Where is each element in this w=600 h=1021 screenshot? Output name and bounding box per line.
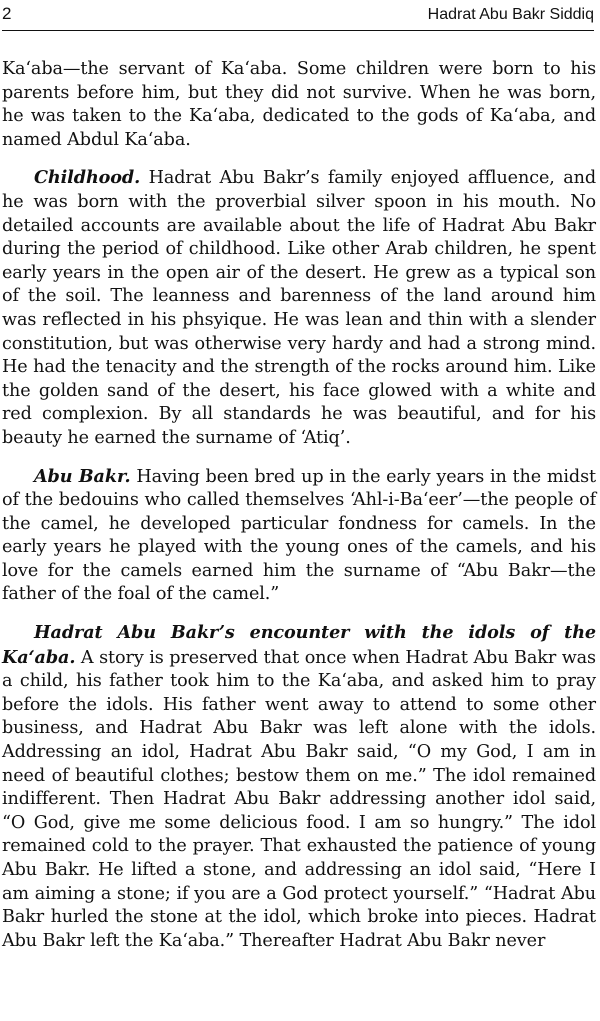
paragraph-childhood (2, 166, 596, 450)
section-heading-idols-encounter: Hadrat Abu Bakr’s encounter with the idols of the Ka‘aba. (2, 622, 596, 668)
paragraph-abu-bakr (2, 465, 596, 608)
section-heading-childhood: Childhood. (34, 167, 141, 189)
section-heading-abu-bakr: Abu Bakr. (34, 465, 131, 487)
paragraph-text: Having been bred up in the early years in the midst of the bedouins who called themselves ‘Ahl-i-Ba‘eer’—the people of the camel, he developed particular fondness for camels. In the early years he played with the young ones of the camels, and his love for the camels earned him the surname of “Abu Bakr—the father of the foal of the camel.” (2, 466, 596, 605)
paragraph-text: Hadrat Abu Bakr’s family enjoyed affluence, and he was born with the proverbial silver spoon in his mouth. No detailed accounts are available about the life of Hadrat Abu Bakr during the period of childhood. Like other Arab children, he spent early years in the open air of the desert. He grew as a typical son of the soil. The leanness and barenness of the land around him was reflected in his phsyique. He was lean and thin with a slender constitution, but was otherwise very hardy and had a strong mind. He had the tenacity and the strength of the rocks around him. Like the golden sand of the desert, his face glowed with a white and red complexion. By all standards he was beautiful, and for his beauty he earned the surname of ‘Atiq’. (2, 168, 596, 448)
page-number: 2 (2, 4, 12, 23)
paragraph-idols-encounter (2, 621, 596, 953)
paragraph-text: A story is preserved that once when Hadrat Abu Bakr was a child, his father took him to the Ka‘aba, and asked him to pray before the idols. His father went away to attend to some other business, and Hadrat Abu Bakr was left alone with the idols. Addressing an idol, Hadrat Abu Bakr said, “O my God, I am in need of beautiful clothes; bestow them on me.” The idol remained indifferent. Then Hadrat Abu Bakr addressing another idol said, “O God, give me some delicious food. I am so hungry.” The idol remained cold to the prayer. That exhausted the patience of young Abu Bakr. He lifted a stone, and addressing an idol said, “Here I am aiming a stone; if you are a God protect yourself.” “Hadrat Abu Bakr hurled the stone at the idol, which broke into pieces. Hadrat Abu Bakr left the Ka‘aba.” Thereafter Hadrat Abu Bakr never (2, 647, 596, 951)
page-header (2, 2, 594, 31)
paragraph-continuation (2, 58, 596, 152)
body-text (2, 58, 596, 953)
paragraph-text: Ka‘aba—the servant of Ka‘aba. Some children were born to his parents before him, but they did not survive. When he was born, he was taken to the Ka‘aba, dedicated to the gods of Ka‘aba, and named Abdul Ka‘aba. (2, 59, 596, 150)
running-head: Hadrat Abu Bakr Siddiq (427, 6, 594, 23)
